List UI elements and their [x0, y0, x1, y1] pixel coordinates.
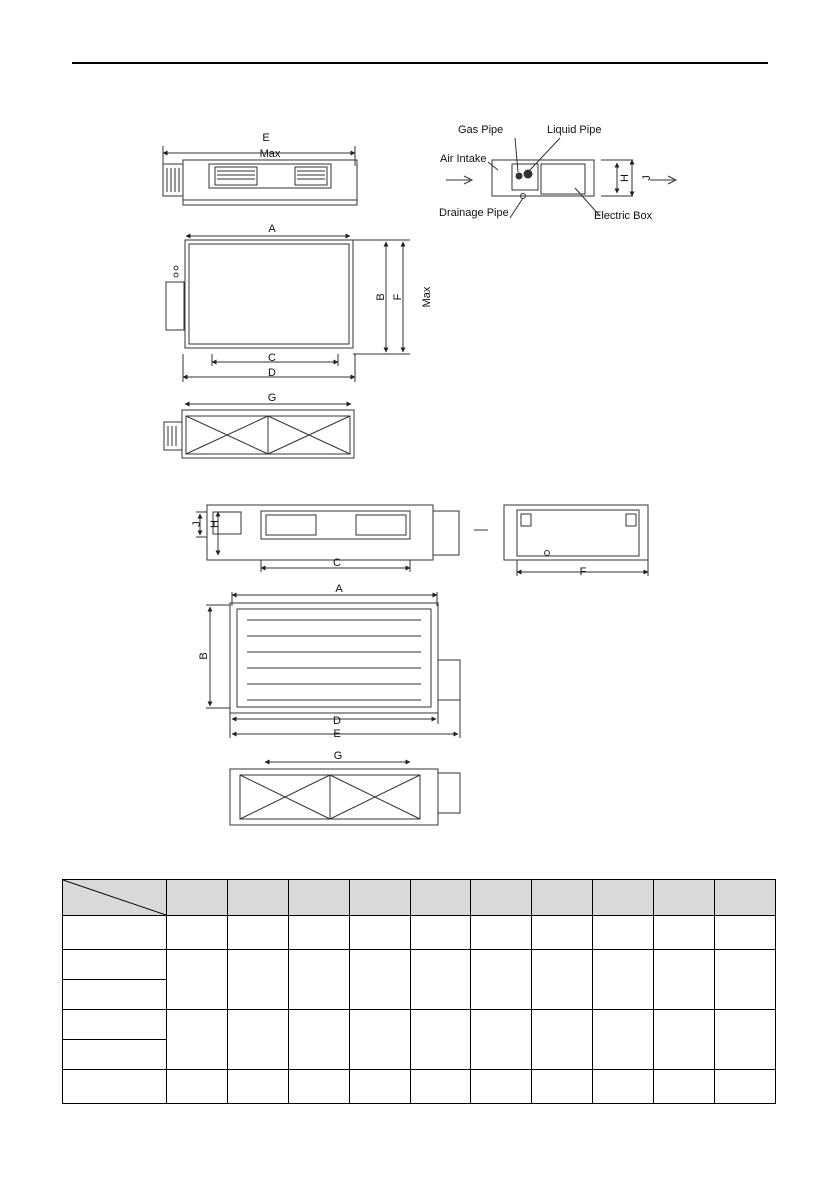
- unit2-label-c: C: [333, 557, 341, 569]
- unit1-side-label-j: J: [641, 175, 653, 181]
- table-cell: [532, 916, 593, 950]
- table-cell: [593, 1010, 654, 1070]
- table-header-cell: [349, 880, 410, 916]
- table-cell: [63, 950, 167, 980]
- table-cell: [288, 916, 349, 950]
- unit2-label-h: H: [209, 520, 221, 528]
- table-cell: [654, 950, 715, 1010]
- table-cell: [167, 950, 228, 1010]
- table-cell: [410, 1010, 471, 1070]
- table-cell: [715, 950, 776, 1010]
- unit2-label-d: D: [333, 715, 341, 727]
- table-header-cell: [471, 880, 532, 916]
- label-air-intake: Air Intake: [440, 153, 487, 165]
- unit1-plan-view: [166, 236, 410, 382]
- unit2-front-view: [196, 505, 488, 572]
- table-cell: [167, 1070, 228, 1104]
- table-cell: [227, 1010, 288, 1070]
- table-cell: [167, 1010, 228, 1070]
- table-cell: [471, 916, 532, 950]
- unit1-label-c: C: [268, 352, 276, 364]
- table-corner-cell: [63, 880, 167, 916]
- unit1-label-a: A: [268, 223, 276, 235]
- label-drainage-pipe: Drainage Pipe: [439, 207, 509, 219]
- table-cell: [654, 1010, 715, 1070]
- table-cell: [63, 1040, 167, 1070]
- table-cell: [532, 1070, 593, 1104]
- table-cell: [654, 1070, 715, 1104]
- unit2-label-f: F: [579, 566, 587, 578]
- unit1-label-max: Max: [259, 148, 281, 160]
- unit1-label-b: B: [375, 293, 387, 301]
- unit1-label-e: E: [262, 132, 270, 144]
- unit2-label-b: B: [198, 652, 210, 660]
- table-cell: [410, 1070, 471, 1104]
- dimension-table: [62, 879, 776, 1104]
- table-cell: [227, 1070, 288, 1104]
- unit2-bottom-view: [230, 762, 460, 825]
- table-header-cell: [715, 880, 776, 916]
- table-header-row: [63, 880, 776, 916]
- table-cell: [288, 1070, 349, 1104]
- table-cell: [471, 950, 532, 1010]
- table-cell: [63, 1070, 167, 1104]
- table-cell: [227, 950, 288, 1010]
- table-header-cell: [654, 880, 715, 916]
- table-cell: [349, 950, 410, 1010]
- unit1-side-label-h: H: [619, 174, 631, 182]
- unit1-label-d: D: [268, 367, 276, 379]
- table-cell: [532, 950, 593, 1010]
- table-cell: [715, 1010, 776, 1070]
- diagonal-divider: [63, 880, 166, 915]
- table-header-cell: [532, 880, 593, 916]
- table-cell: [715, 1070, 776, 1104]
- unit1-bottom-view: [164, 404, 354, 458]
- table-header-cell: [410, 880, 471, 916]
- table-cell: [471, 1010, 532, 1070]
- table-header-cell: [227, 880, 288, 916]
- label-gas-pipe: Gas Pipe: [458, 124, 504, 136]
- table-cell: [349, 916, 410, 950]
- table-cell: [593, 916, 654, 950]
- table-row: [63, 1010, 776, 1040]
- table-row: [63, 916, 776, 950]
- table-cell: [715, 916, 776, 950]
- table-cell: [410, 916, 471, 950]
- table-cell: [167, 916, 228, 950]
- table-cell: [227, 916, 288, 950]
- table-cell: [349, 1010, 410, 1070]
- table-row: [63, 1070, 776, 1104]
- table-cell: [63, 916, 167, 950]
- table-cell: [593, 950, 654, 1010]
- table-cell: [349, 1070, 410, 1104]
- unit1-label-g: G: [267, 392, 277, 404]
- table-cell: [288, 1010, 349, 1070]
- table-row: [63, 950, 776, 980]
- table-header-cell: [288, 880, 349, 916]
- unit2-label-a: A: [335, 583, 343, 595]
- unit2-label-e: E: [333, 728, 341, 740]
- table-header-cell: [167, 880, 228, 916]
- table-cell: [288, 950, 349, 1010]
- table-cell: [410, 950, 471, 1010]
- table-cell: [593, 1070, 654, 1104]
- unit1-label-f: F: [392, 293, 404, 301]
- unit2-side-view: [504, 505, 648, 576]
- label-electric-box: Electric Box: [594, 210, 653, 222]
- table-header-cell: [593, 880, 654, 916]
- table-cell: [63, 980, 167, 1010]
- table-cell: [532, 1010, 593, 1070]
- table-cell: [471, 1070, 532, 1104]
- table-cell: [654, 916, 715, 950]
- table-cell: [63, 1010, 167, 1040]
- unit2-label-j: J: [191, 521, 203, 527]
- label-liquid-pipe: Liquid Pipe: [547, 124, 602, 136]
- unit1-label-max-vertical: Max: [421, 286, 433, 308]
- unit2-label-g: G: [333, 750, 343, 762]
